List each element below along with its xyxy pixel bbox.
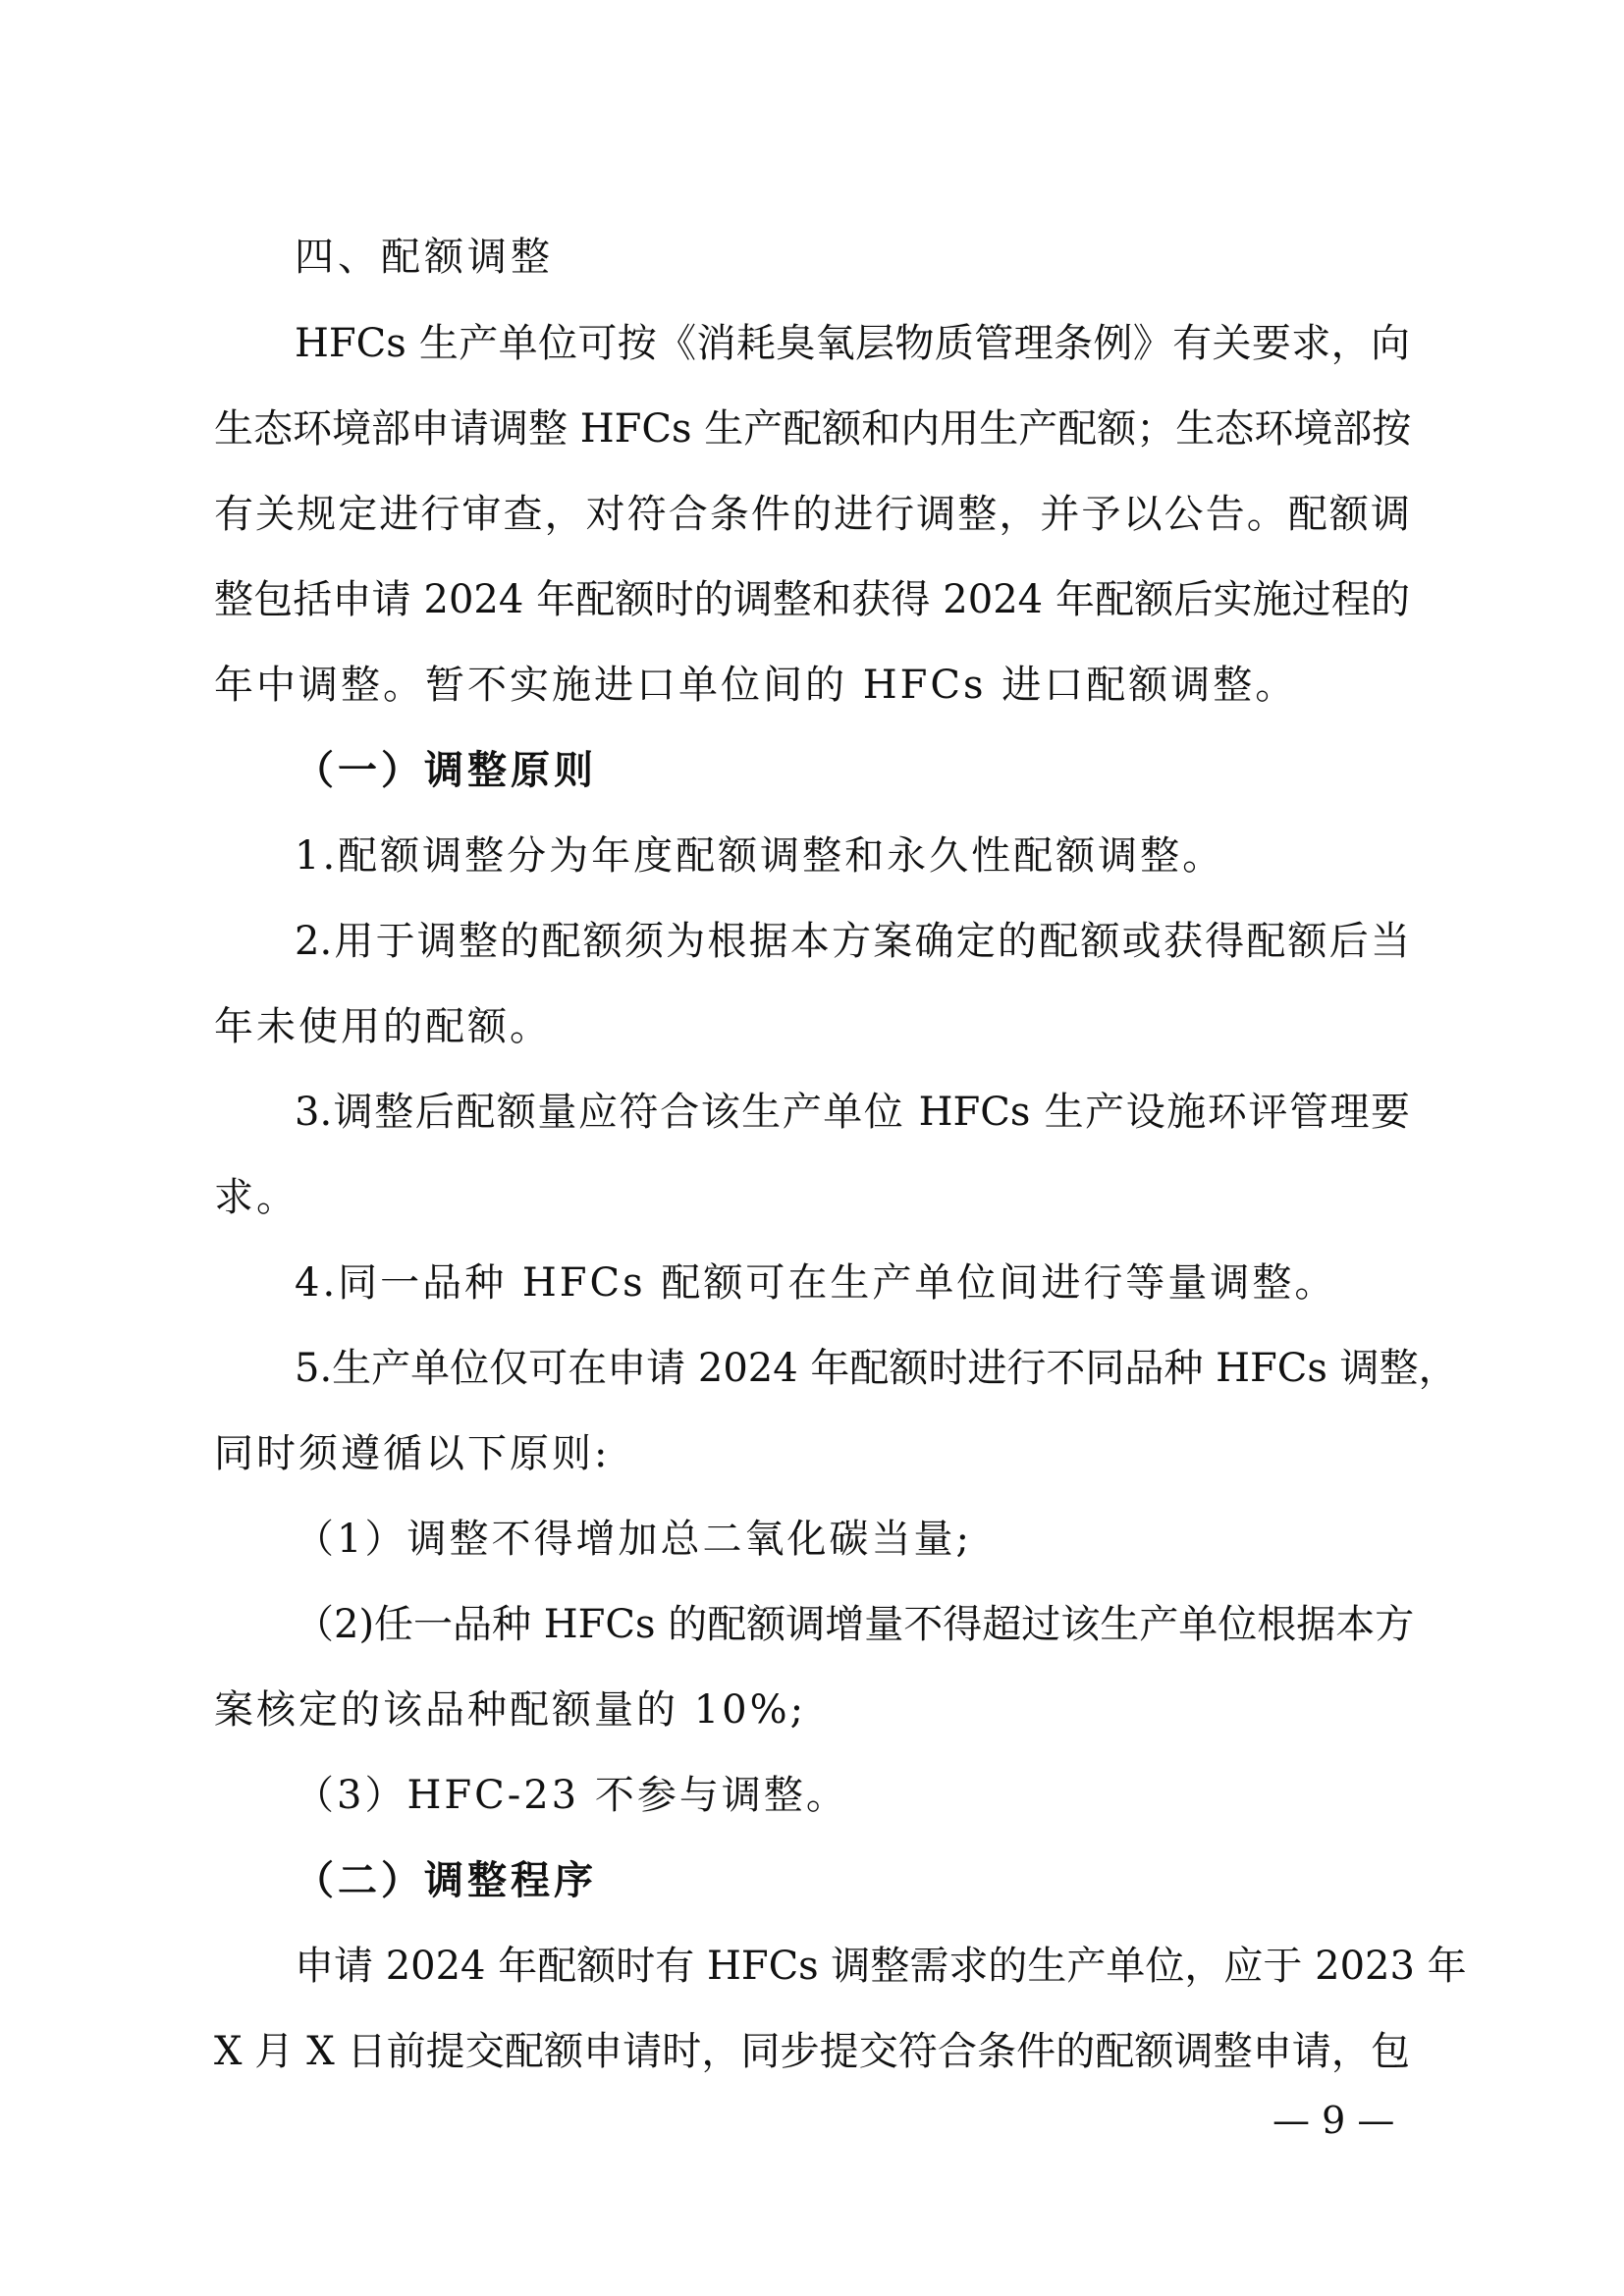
principle-3-line-1: 3.调整后配额量应符合该生产单位 HFCs 生产设施环评管理要 (295, 1090, 1410, 1135)
rule-3: （3）HFC-23 不参与调整。 (295, 1773, 848, 1818)
subsection-2-title: （二）调整程序 (295, 1858, 597, 1903)
principle-1: 1.配额调整分为年度配额调整和永久性配额调整。 (295, 833, 1225, 879)
rule-1: （1）调整不得增加总二氧化碳当量; (295, 1517, 972, 1562)
intro-line-1: HFCs 生产单位可按《消耗臭氧层物质管理条例》有关要求，向 (295, 321, 1410, 366)
principle-5-line-2: 同时须遵循以下原则: (214, 1431, 611, 1476)
rule-2-line-2: 案核定的该品种配额量的 10%; (214, 1687, 807, 1733)
principle-5-line-1: 5.生产单位仅可在申请 2024 年配额时进行不同品种 HFCs 调整， (295, 1346, 1458, 1391)
intro-line-2: 生态环境部申请调整 HFCs 生产配额和内用生产配额；生态环境部按 (214, 406, 1412, 452)
principle-2-line-1: 2.用于调整的配额须为根据本方案确定的配额或获得配额后当 (295, 919, 1410, 964)
page-number: — 9 — (1272, 2099, 1395, 2142)
intro-line-4: 整包括申请 2024 年配额时的调整和获得 2024 年配额后实施过程的 (214, 577, 1410, 622)
rule-2-line-1: （2)任一品种 HFCs 的配额调增量不得超过该生产单位根据本方 (295, 1602, 1415, 1647)
subsection-1-title: （一）调整原则 (295, 748, 597, 793)
procedure-line-2: X 月 X 日前提交配额申请时，同步提交符合条件的配额调整申请，包 (214, 2029, 1410, 2074)
principle-4: 4.同一品种 HFCs 配额可在生产单位间进行等量调整。 (295, 1260, 1337, 1306)
intro-line-5: 年中调整。暂不实施进口单位间的 HFCs 进口配额调整。 (214, 663, 1298, 708)
section-title: 四、配额调整 (295, 235, 554, 280)
intro-line-3: 有关规定进行审查，对符合条件的进行调整，并予以公告。配额调 (214, 492, 1410, 537)
principle-2-line-2: 年未使用的配额。 (214, 1004, 552, 1049)
principle-3-line-2: 求。 (214, 1175, 298, 1220)
procedure-line-1: 申请 2024 年配额时有 HFCs 调整需求的生产单位，应于 2023 年 (295, 1944, 1467, 1989)
